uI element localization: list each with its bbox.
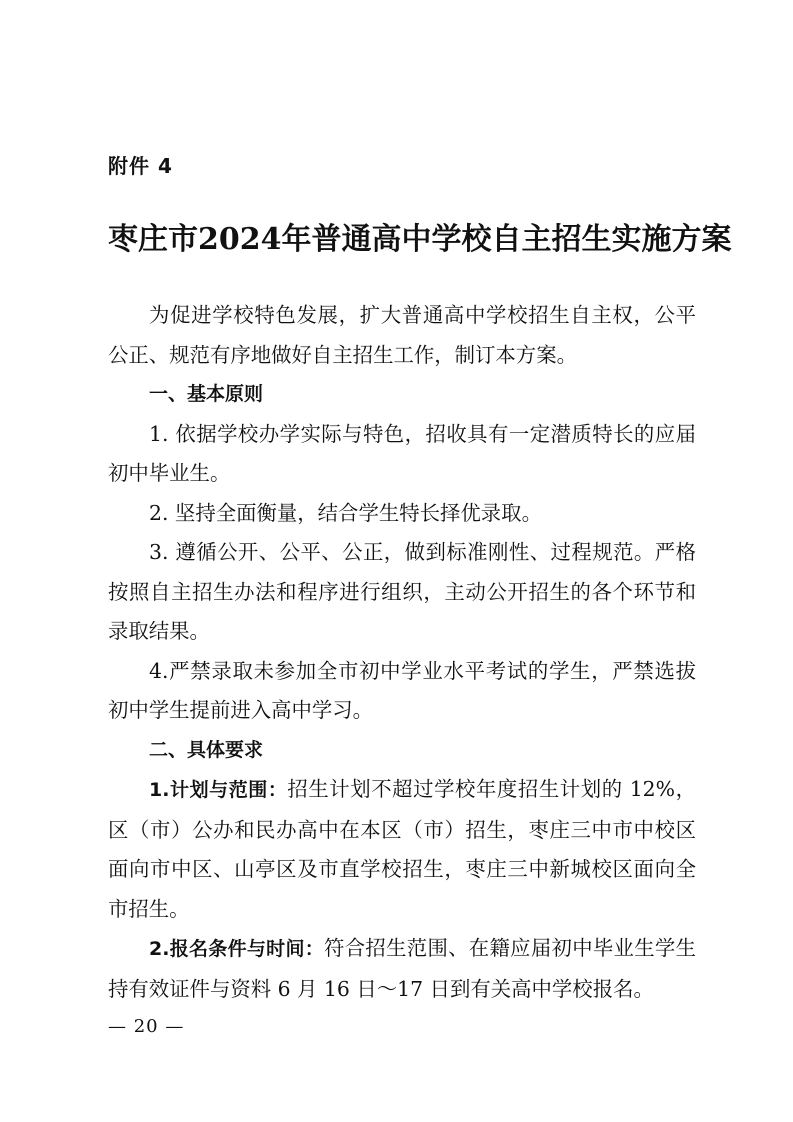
requirement-text-2: 符合招生范围、在籍应届初中毕业生学生持有效证件与资料 6 月 16 日～17 日到有关高中学校报名。	[108, 936, 696, 1001]
requirement-item-1	[108, 770, 696, 929]
document-body	[108, 296, 696, 1009]
requirement-text-1: 招生计划不超过学校年度招生计划的 12%，区（市）公办和民办高中在本区（市）招生，枣庄三中市中校区面向市中区、山亭区及市直学校招生，枣庄三中新城校区面向全市招生。	[108, 777, 696, 921]
document-title: 枣庄市2024年普通高中学校自主招生实施方案	[108, 222, 732, 257]
requirement-lead-2: 2.报名条件与时间：	[149, 938, 325, 960]
attachment-label: 附件 4	[108, 154, 173, 178]
principle-item-1: 1. 依据学校办学实际与特色，招收具有一定潜质特长的应届初中毕业生。	[108, 421, 696, 485]
requirement-lead-1: 1.计划与范围：	[149, 779, 288, 801]
principle-item-4: 4.严禁录取未参加全市初中学业水平考试的学生，严禁选拔初中学生提前进入高中学习。	[108, 658, 696, 722]
principle-item-2: 2. 坚持全面衡量，结合学生特长择优录取。	[149, 500, 542, 525]
requirement-item-2	[108, 929, 696, 1009]
page-number: — 20 —	[108, 1016, 185, 1037]
section-heading-requirements: 二、具体要求	[149, 738, 264, 761]
intro-paragraph: 为促进学校特色发展，扩大普通高中学校招生自主权，公平公正、规范有序地做好自主招生工作，制订本方案。	[108, 303, 696, 367]
section-heading-principles: 一、基本原则	[149, 383, 264, 405]
principle-item-3: 3. 遵循公开、公平、公正，做到标准刚性、过程规范。严格按照自主招生办法和程序进行组织，主动公开招生的各个环节和录取结果。	[108, 540, 696, 643]
